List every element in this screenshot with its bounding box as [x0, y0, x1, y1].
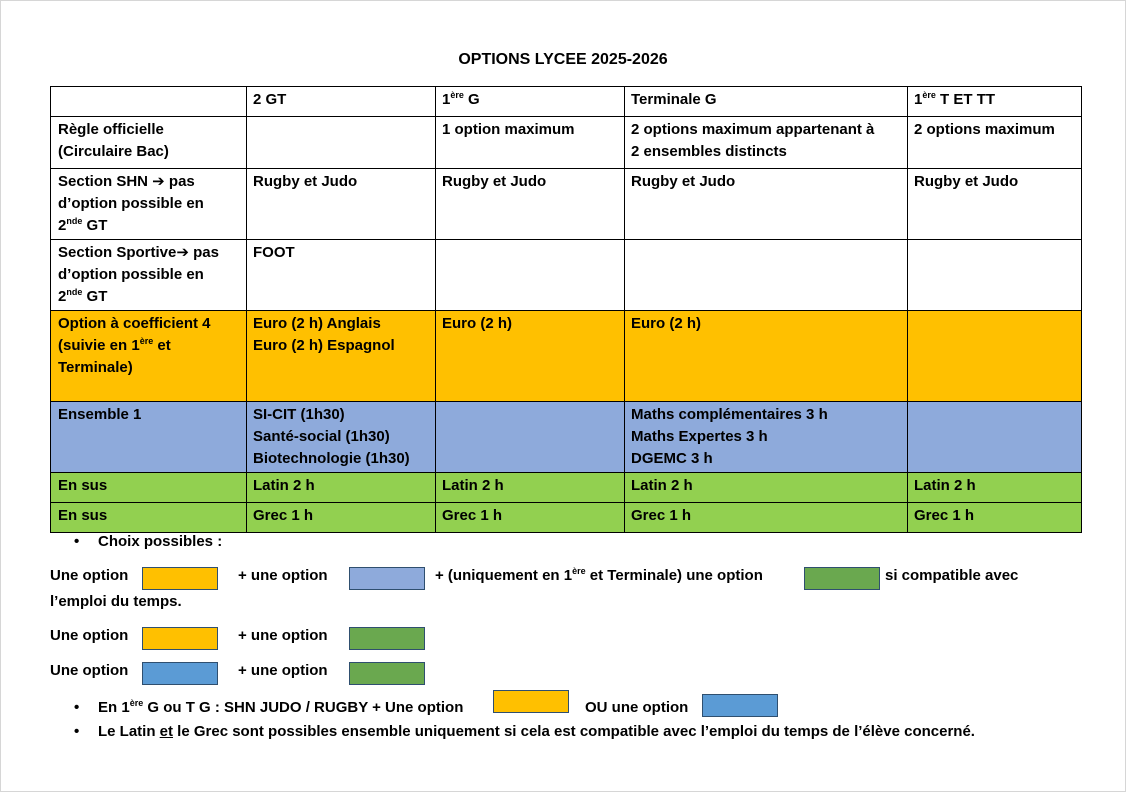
header-2gt: 2 GT — [247, 87, 436, 117]
green-swatch — [349, 627, 425, 650]
cell-grec-1g: Grec 1 h — [436, 503, 625, 533]
blue-swatch — [702, 694, 778, 717]
shn-bullet: • En 1ère G ou T G : SHN JUDO / RUGBY + Une option OU une option — [98, 699, 798, 723]
header-empty — [51, 87, 247, 117]
green-swatch — [349, 662, 425, 685]
cell-regle-1t: 2 options maximum — [908, 117, 1082, 169]
cell-shn-1t: Rugby et Judo — [908, 169, 1082, 240]
table-row — [51, 240, 1082, 311]
table-row — [51, 117, 1082, 169]
row-head-ensemble1: Ensemble 1 — [51, 402, 247, 473]
table-row — [51, 169, 1082, 240]
orange-swatch — [142, 627, 218, 650]
table-row — [51, 402, 1082, 473]
options-table — [50, 86, 1082, 533]
row-head-latin: En sus — [51, 473, 247, 503]
row-head-grec: En sus — [51, 503, 247, 533]
cell-coef4-1g: Euro (2 h) — [436, 311, 625, 402]
table-row — [51, 311, 1082, 402]
cell-shn-1g: Rugby et Judo — [436, 169, 625, 240]
cell-shn-tg: Rugby et Judo — [625, 169, 908, 240]
row-head-shn: Section SHN ➔ pas d’option possible en 2nde GT — [51, 169, 247, 240]
blue-swatch — [142, 662, 218, 685]
row-head-regle: Règle officielle (Circulaire Bac) — [51, 117, 247, 169]
cell-sportive-1t — [908, 240, 1082, 311]
cell-regle-1g: 1 option maximum — [436, 117, 625, 169]
header-1ere-g: 1ère G — [436, 87, 625, 117]
row-head-sportive: Section Sportive➔ pas d’option possible en 2nde GT — [51, 240, 247, 311]
legend-line-2: Une option + une option — [50, 627, 450, 649]
cell-sportive-1g — [436, 240, 625, 311]
cell-ensemble1-tg: Maths complémentaires 3 h Maths Expertes 3 h DGEMC 3 h — [625, 402, 908, 473]
cell-sportive-tg — [625, 240, 908, 311]
cell-shn-2gt: Rugby et Judo — [247, 169, 436, 240]
green-swatch — [804, 567, 880, 590]
cell-coef4-2gt: Euro (2 h) Anglais Euro (2 h) Espagnol — [247, 311, 436, 402]
cell-grec-tg: Grec 1 h — [625, 503, 908, 533]
cell-grec-1t: Grec 1 h — [908, 503, 1082, 533]
cell-latin-1g: Latin 2 h — [436, 473, 625, 503]
row-head-coef4: Option à coefficient 4 (suivie en 1ère et Terminale) — [51, 311, 247, 402]
latin-bullet: • Le Latin et le Grec sont possibles ensemble uniquement si cela est compatible avec l’emploi du temps de l’élève concerné. — [74, 723, 975, 740]
cell-coef4-1t — [908, 311, 1082, 402]
legend-line-1: Une option + une option + (uniquement en 1ère et Terminale) une option si compatible avec — [50, 567, 1050, 589]
cell-grec-2gt: Grec 1 h — [247, 503, 436, 533]
legend-line-3: Une option + une option — [50, 662, 450, 684]
table-row — [51, 473, 1082, 503]
page-title: OPTIONS LYCEE 2025-2026 — [458, 51, 668, 68]
cell-latin-1t: Latin 2 h — [908, 473, 1082, 503]
cell-regle-2gt — [247, 117, 436, 169]
cell-coef4-tg: Euro (2 h) — [625, 311, 908, 402]
table-row — [51, 503, 1082, 533]
table-header-row — [51, 87, 1082, 117]
header-terminale-g: Terminale G — [625, 87, 908, 117]
choix-bullet: • Choix possibles : — [74, 533, 223, 550]
cell-regle-tg: 2 options maximum appartenant à 2 ensembles distincts — [625, 117, 908, 169]
light-blue-swatch — [349, 567, 425, 590]
cell-ensemble1-2gt: SI-CIT (1h30) Santé-social (1h30) Biotechnologie (1h30) — [247, 402, 436, 473]
orange-swatch — [142, 567, 218, 590]
cell-ensemble1-1g — [436, 402, 625, 473]
cell-latin-2gt: Latin 2 h — [247, 473, 436, 503]
orange-swatch — [493, 690, 569, 713]
cell-sportive-2gt: FOOT — [247, 240, 436, 311]
header-1ere-t: 1ère T ET TT — [908, 87, 1082, 117]
cell-latin-tg: Latin 2 h — [625, 473, 908, 503]
cell-ensemble1-1t — [908, 402, 1082, 473]
